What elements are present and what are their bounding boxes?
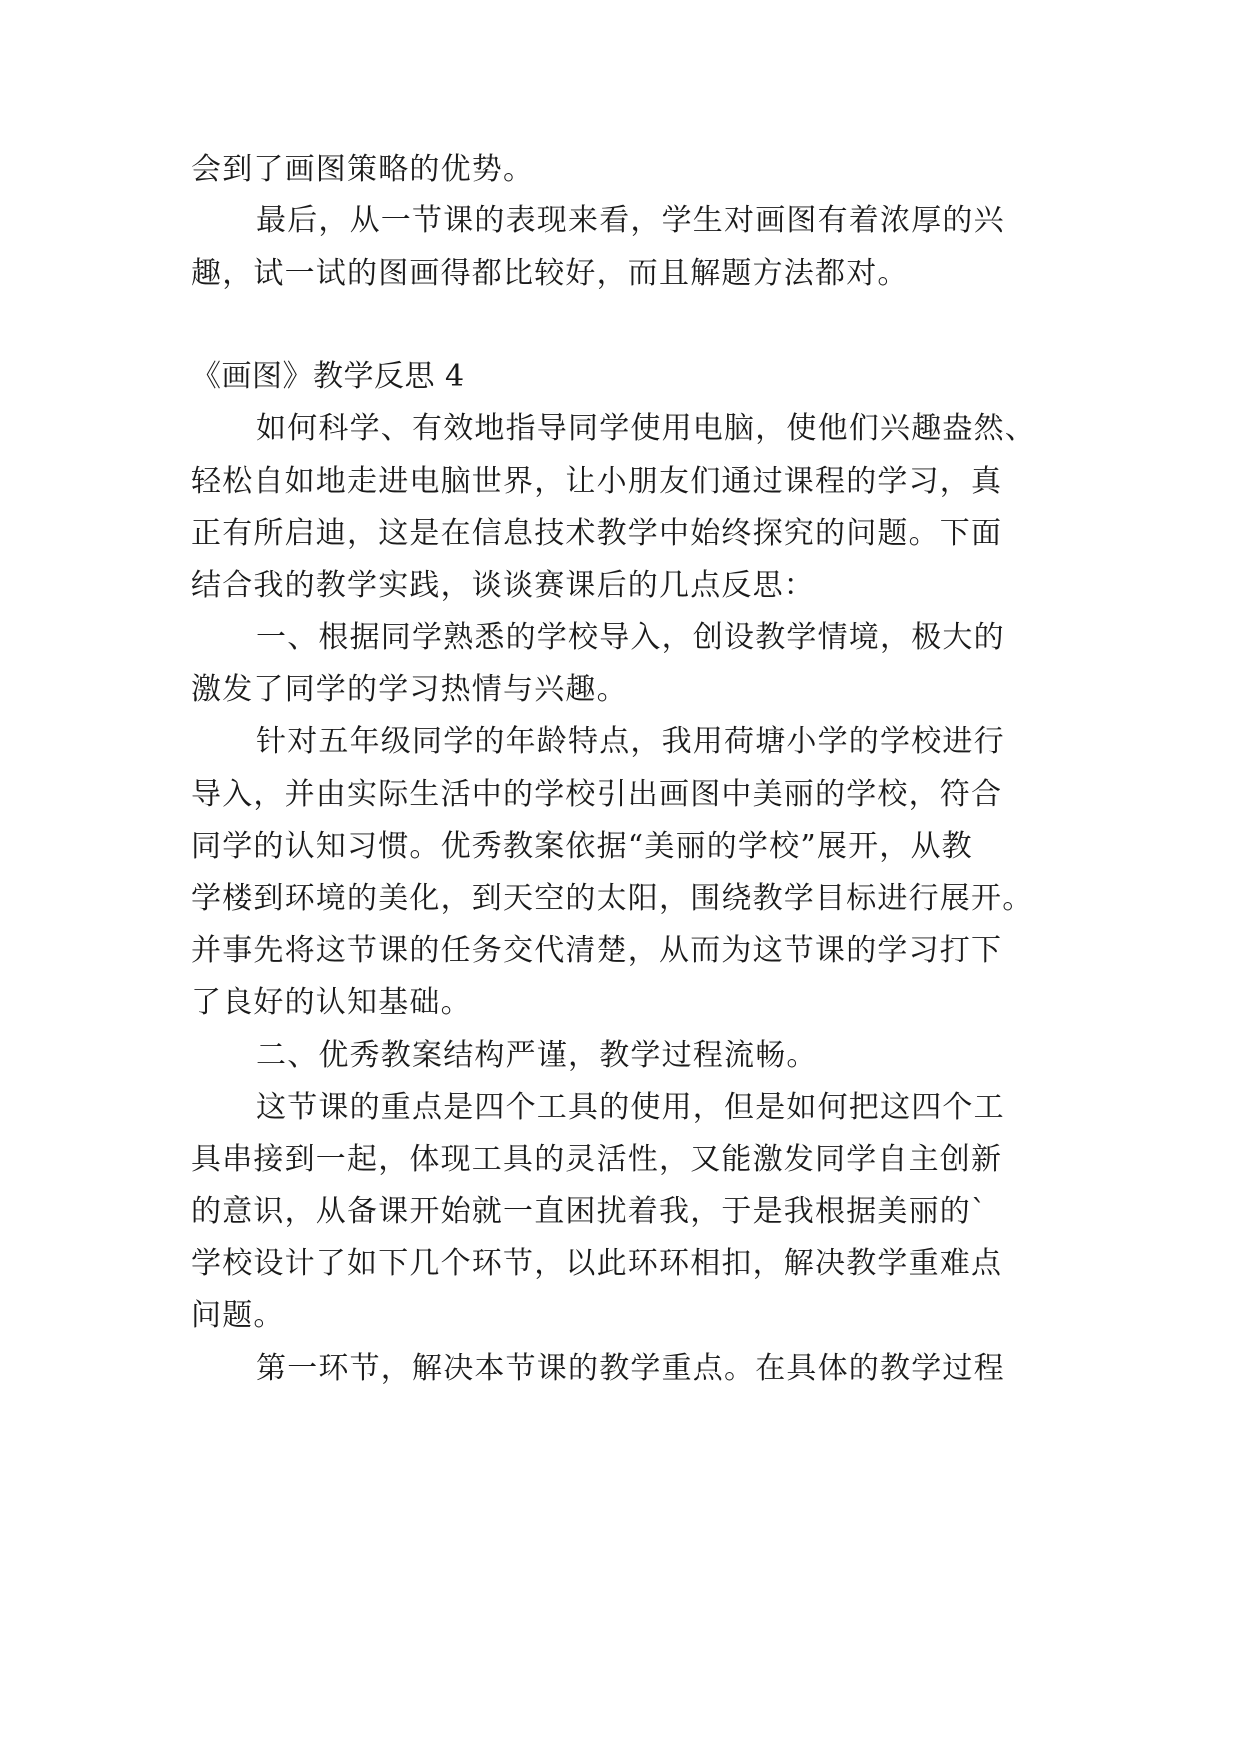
text-line: 导入，并由实际生活中的学校引出画图中美丽的学校，符合	[191, 777, 1003, 812]
text-line: 同学的认知习惯。优秀教案依据“美丽的学校”展开，从教	[191, 829, 973, 864]
text-line: 如何科学、有效地指导同学使用电脑，使他们兴趣盎然、	[256, 411, 1036, 446]
text-line: 并事先将这节课的任务交代清楚，从而为这节课的学习打下	[191, 933, 1003, 968]
text-line: 了良好的认知基础。	[191, 985, 472, 1020]
text-line: 针对五年级同学的年龄特点，我用荷塘小学的学校进行	[256, 724, 1005, 759]
text-line: 会到了画图策略的优势。	[191, 152, 535, 187]
text-line: 第一环节，解决本节课的教学重点。在具体的教学过程	[256, 1351, 1005, 1386]
text-line: 具串接到一起，体现工具的灵活性，又能激发同学自主创新	[191, 1142, 1003, 1177]
text-line: 学校设计了如下几个环节，以此环环相扣，解决教学重难点	[191, 1246, 1003, 1281]
text-line: 正有所启迪，这是在信息技术教学中始终探究的问题。下面	[191, 516, 1003, 551]
text-line: 这节课的重点是四个工具的使用，但是如何把这四个工	[256, 1090, 1005, 1125]
text-line: 的意识，从备课开始就一直困扰着我，于是我根据美丽的`	[191, 1194, 988, 1229]
text-line: 一、根据同学熟悉的学校导入，创设教学情境，极大的	[256, 620, 1005, 655]
text-line: 轻松自如地走进电脑世界，让小朋友们通过课程的学习，真	[191, 464, 1003, 499]
text-line: 学楼到环境的美化，到天空的太阳，围绕教学目标进行展开。	[191, 881, 1034, 916]
text-line: 激发了同学的学习热情与兴趣。	[191, 672, 628, 707]
section-heading: 《画图》教学反思 4	[191, 359, 465, 394]
text-line: 二、优秀教案结构严谨，教学过程流畅。	[256, 1038, 818, 1073]
text-line: 趣，试一试的图画得都比较好，而且解题方法都对。	[191, 256, 909, 291]
text-line: 问题。	[191, 1298, 285, 1333]
text-line: 最后，从一节课的表现来看，学生对画图有着浓厚的兴	[256, 203, 1005, 238]
text-line: 结合我的教学实践，谈谈赛课后的几点反思：	[191, 568, 815, 603]
